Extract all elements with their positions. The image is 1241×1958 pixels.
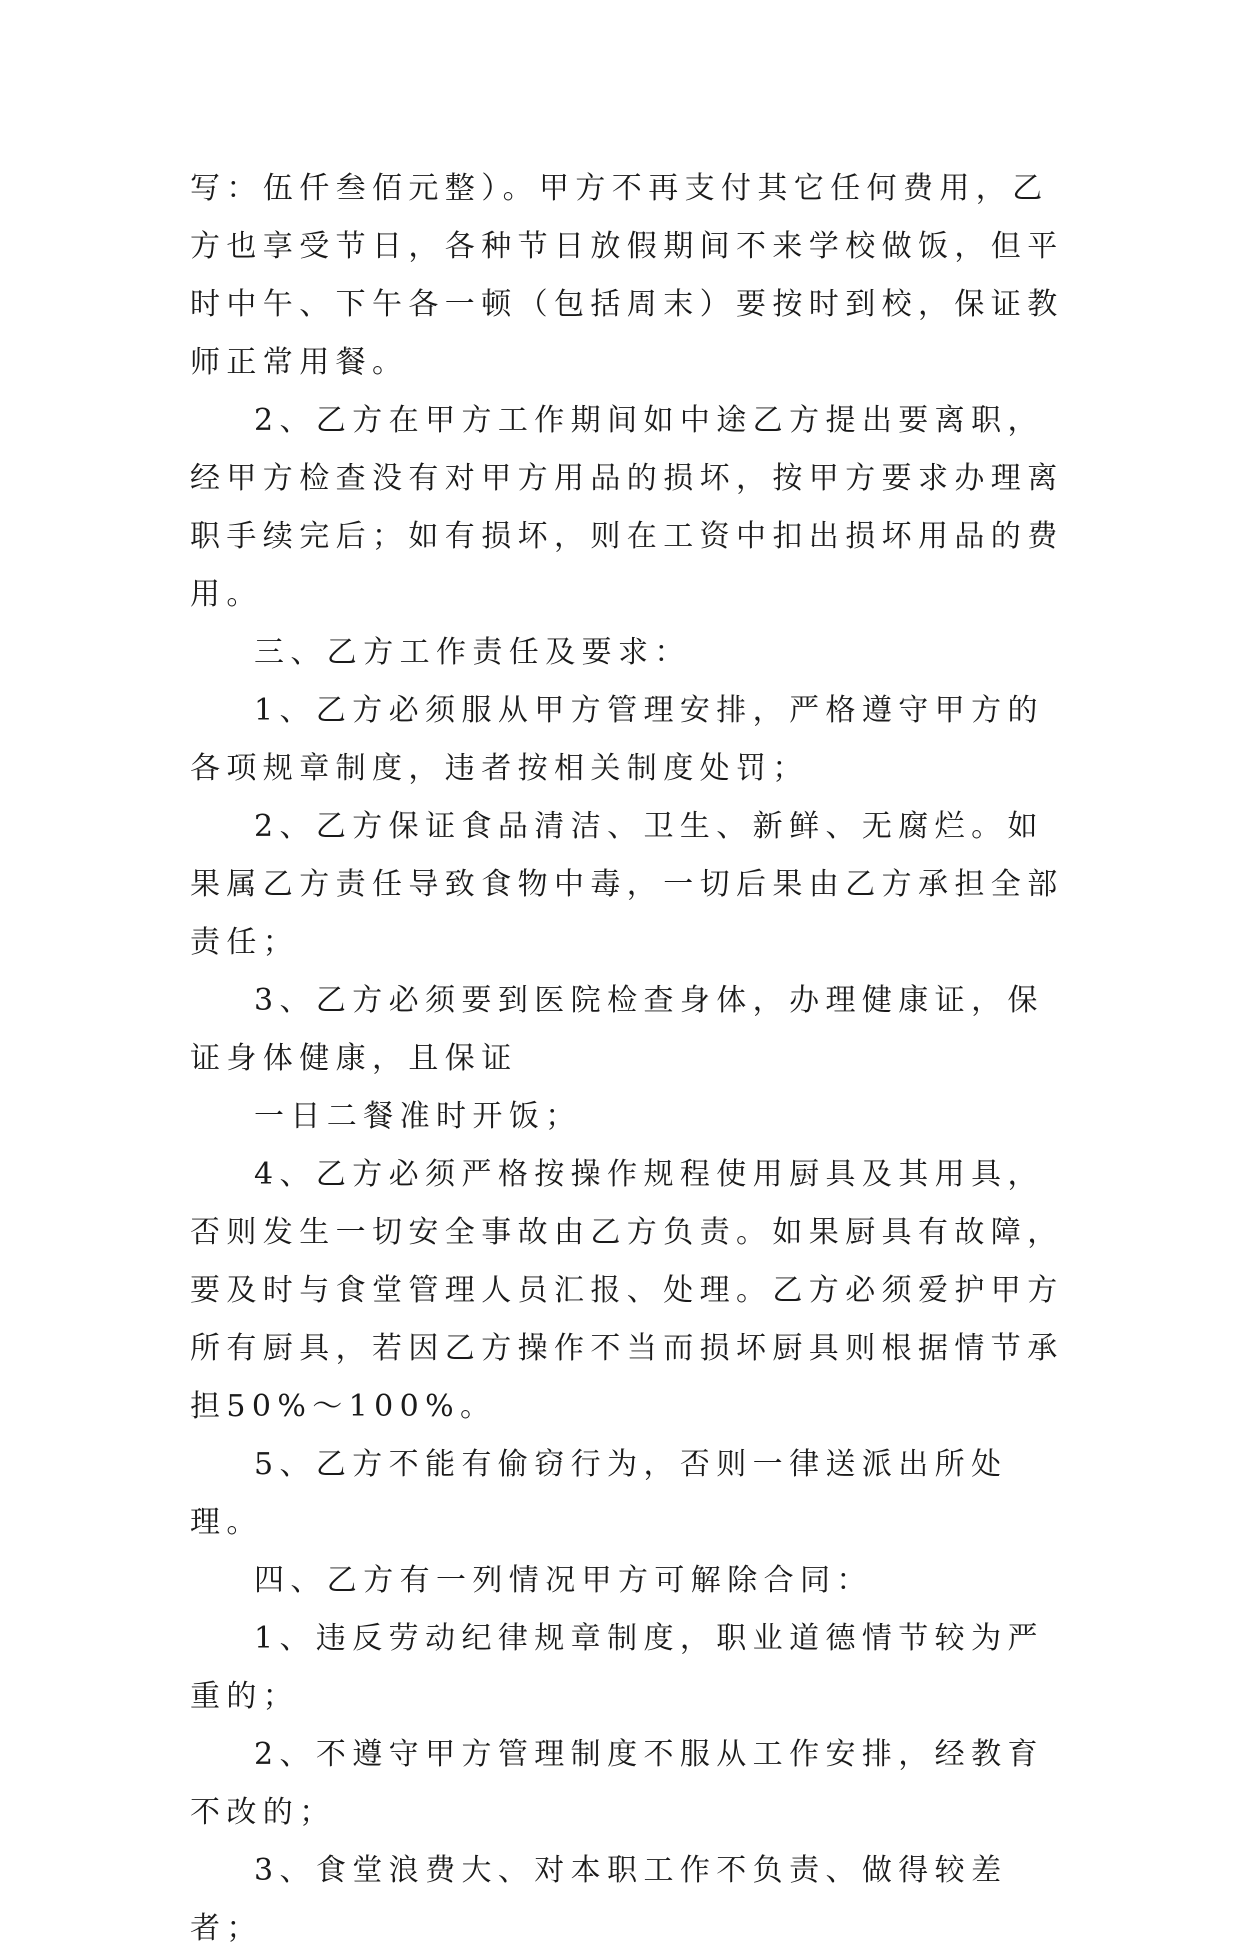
paragraph-termination-2: 2、不遵守甲方管理制度不服从工作安排，经教育不改的； <box>190 1737 1044 1830</box>
paragraph-continued-wage: 写：伍仟叁佰元整）。甲方不再支付其它任何费用，乙方也享受节日，各种节日放假期间不来学校做饭，但平时中午、下午各一顿（包括周末）要按时到校，保证教师正常用餐。 <box>190 171 1064 380</box>
paragraph-resignation: 2、乙方在甲方工作期间如中途乙方提出要离职，经甲方检查没有对甲方用品的损坏，按甲方要求办理离职手续完后；如有损坏，则在工资中扣出损坏用品的费用。 <box>190 403 1064 612</box>
paragraph-termination-1: 1、违反劳动纪律规章制度，职业道德情节较为严重的； <box>190 1621 1044 1714</box>
paragraph-termination-3: 3、食堂浪费大、对本职工作不负责、做得较差者； <box>190 1853 1008 1946</box>
section-heading-termination: 四、乙方有一列情况甲方可解除合同： <box>254 1563 873 1598</box>
paragraph-duty-5: 5、乙方不能有偷窃行为，否则一律送派出所处理。 <box>190 1447 1008 1540</box>
section-heading-duties: 三、乙方工作责任及要求： <box>254 635 691 670</box>
document-body <box>190 160 1070 1958</box>
paragraph-duty-2: 2、乙方保证食品清洁、卫生、新鲜、无腐烂。如果属乙方责任导致食物中毒，一切后果由乙方承担全部责任； <box>190 809 1064 960</box>
paragraph-duty-3: 3、乙方必须要到医院检查身体，办理健康证，保证身体健康，且保证 <box>190 983 1044 1076</box>
paragraph-duty-3-continued: 一日二餐准时开饭； <box>254 1099 582 1134</box>
paragraph-duty-1: 1、乙方必须服从甲方管理安排，严格遵守甲方的各项规章制度，违者按相关制度处罚； <box>190 693 1044 786</box>
paragraph-duty-4: 4、乙方必须严格按操作规程使用厨具及其用具，否则发生一切安全事故由乙方负责。如果厨具有故障，要及时与食堂管理人员汇报、处理。乙方必须爱护甲方所有厨具，若因乙方操作不当而损坏厨具则根据情节承担50%～100%。 <box>190 1157 1064 1424</box>
